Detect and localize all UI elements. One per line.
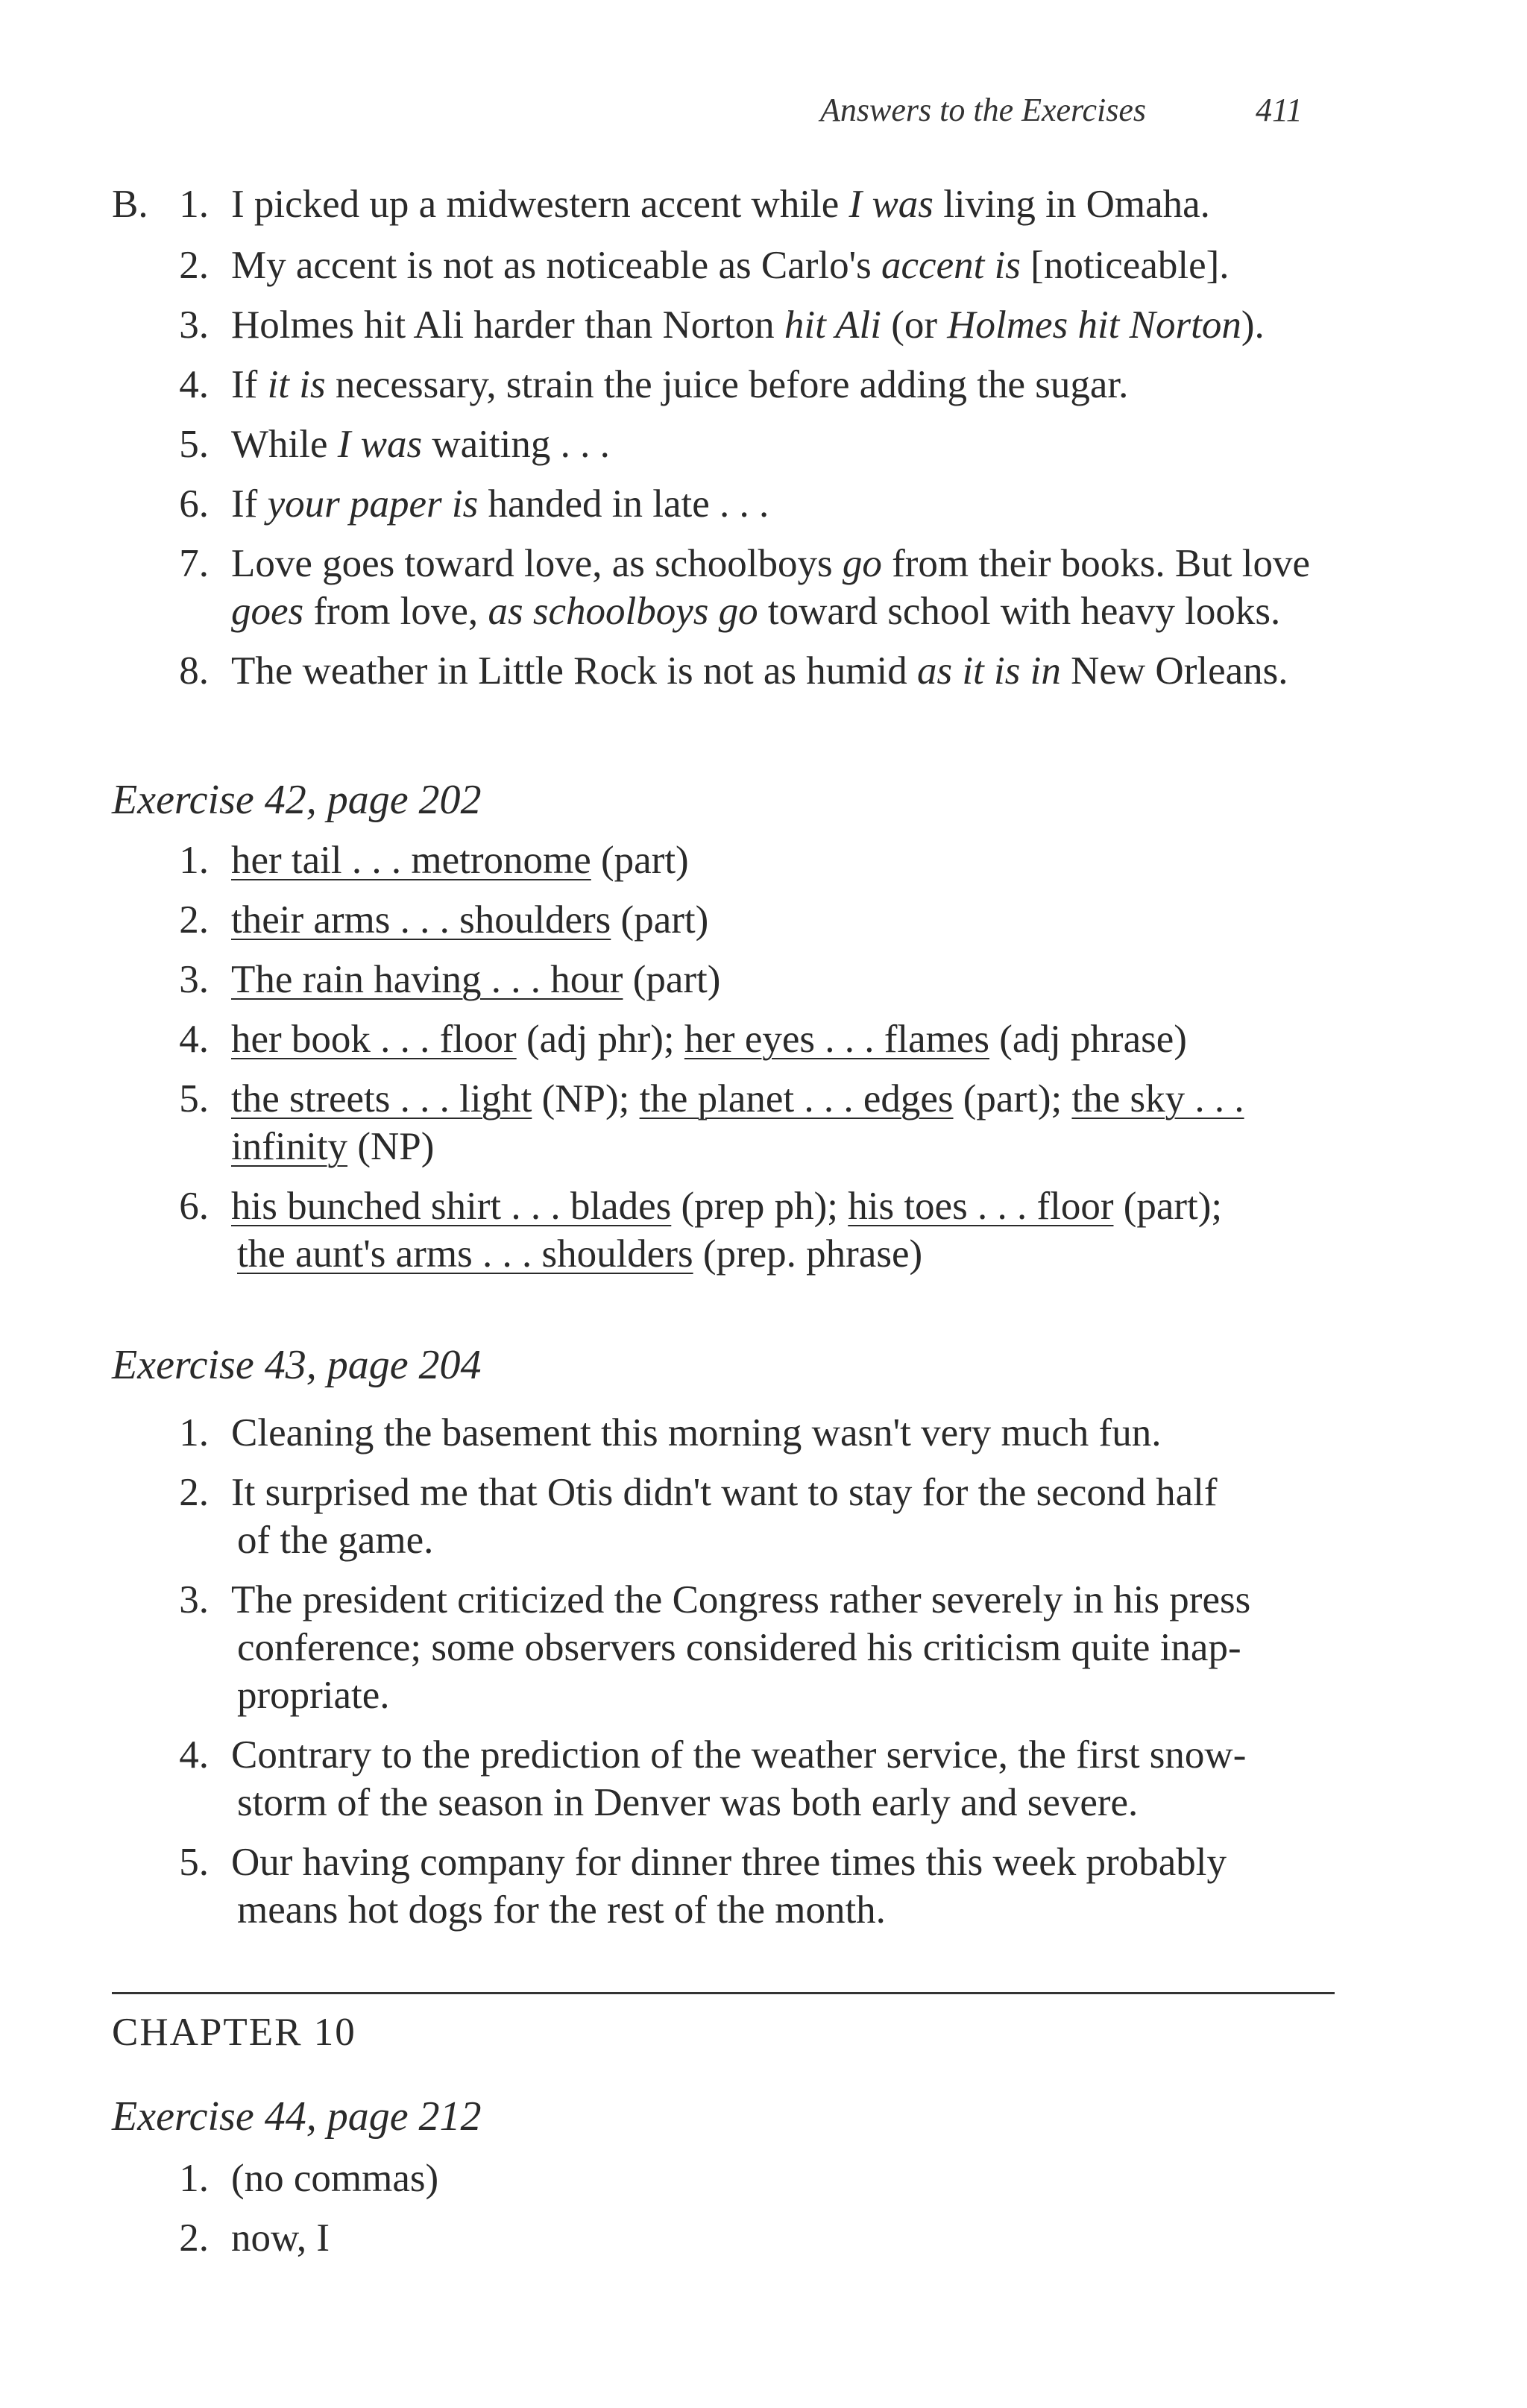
item-number: 5. (179, 1077, 209, 1121)
item-text: Holmes hit Ali harder than Norton hit Ali (or Holmes hit Norton). (231, 303, 1265, 347)
item-text-continued: means hot dogs for the rest of the month. (237, 1888, 886, 1932)
chapter-title: CHAPTER 10 (112, 2011, 356, 2054)
item-text: now, I (231, 2216, 330, 2260)
item-number: 2. (179, 1471, 209, 1514)
item-text-continued: goes from love, as schoolboys go toward school with heavy looks. (231, 590, 1281, 633)
part-b-label: B. (112, 183, 148, 226)
item-text: My accent is not as noticeable as Carlo's accent is [noticeable]. (231, 244, 1230, 287)
item-number: 1. (179, 1411, 209, 1454)
item-text: Our having company for dinner three times this week probably (231, 1841, 1227, 1884)
item-number: 5. (179, 423, 209, 466)
item-number: 4. (179, 1733, 209, 1777)
item-text: their arms . . . shoulders (part) (231, 898, 709, 942)
item-number: 4. (179, 363, 209, 406)
exercise-heading: Exercise 44, page 212 (112, 2093, 482, 2140)
item-text: The president criticized the Congress rather severely in his press (231, 1578, 1251, 1621)
item-text: If it is necessary, strain the juice before adding the sugar. (231, 363, 1129, 406)
item-number: 1. (179, 2157, 209, 2200)
item-number: 6. (179, 482, 209, 526)
item-text: If your paper is handed in late . . . (231, 482, 769, 526)
item-text: Love goes toward love, as schoolboys go from their books. But love (231, 542, 1310, 585)
item-number: 7. (179, 542, 209, 585)
item-text-continued: the aunt's arms . . . shoulders (prep. phrase) (237, 1232, 923, 1276)
item-text: her book . . . floor (adj phr); her eyes . . . flames (adj phrase) (231, 1018, 1187, 1061)
item-number: 6. (179, 1185, 209, 1228)
item-number: 2. (179, 2216, 209, 2260)
item-text: It surprised me that Otis didn't want to stay for the second half (231, 1471, 1218, 1514)
item-text-continued: conference; some observers considered his criticism quite inap- (237, 1626, 1241, 1669)
item-number: 1. (179, 839, 209, 882)
item-number: 2. (179, 244, 209, 287)
chapter-divider (112, 1992, 1335, 1994)
item-text-continued: infinity (NP) (231, 1125, 435, 1168)
item-number: 3. (179, 958, 209, 1001)
exercise-heading: Exercise 42, page 202 (112, 777, 482, 823)
item-number: 4. (179, 1018, 209, 1061)
item-text: Contrary to the prediction of the weather service, the first snow- (231, 1733, 1247, 1777)
item-text: I picked up a midwestern accent while I was living in Omaha. (231, 183, 1210, 226)
item-text-continued: propriate. (237, 1674, 390, 1717)
running-head-title: Answers to the Exercises (820, 92, 1147, 128)
item-text: The rain having . . . hour (part) (231, 958, 721, 1001)
item-number: 5. (179, 1841, 209, 1884)
item-text: Cleaning the basement this morning wasn't very much fun. (231, 1411, 1162, 1454)
running-head (820, 91, 1342, 136)
item-number: 8. (179, 649, 209, 693)
item-number: 3. (179, 303, 209, 347)
page-number: 411 (1256, 92, 1303, 128)
item-text: his bunched shirt . . . blades (prep ph); his toes . . . floor (part); (231, 1185, 1223, 1228)
item-text-continued: storm of the season in Denver was both early and severe. (237, 1781, 1139, 1824)
item-text: her tail . . . metronome (part) (231, 839, 689, 882)
exercise-heading: Exercise 43, page 204 (112, 1342, 482, 1388)
item-number: 2. (179, 898, 209, 942)
item-text: While I was waiting . . . (231, 423, 610, 466)
item-text: (no commas) (231, 2157, 439, 2200)
item-text-continued: of the game. (237, 1519, 434, 1562)
item-text: The weather in Little Rock is not as humid as it is in New Orleans. (231, 649, 1288, 693)
item-number: 3. (179, 1578, 209, 1621)
item-text: the streets . . . light (NP); the planet . . . edges (part); the sky . . . (231, 1077, 1244, 1121)
item-number: 1. (179, 183, 209, 226)
